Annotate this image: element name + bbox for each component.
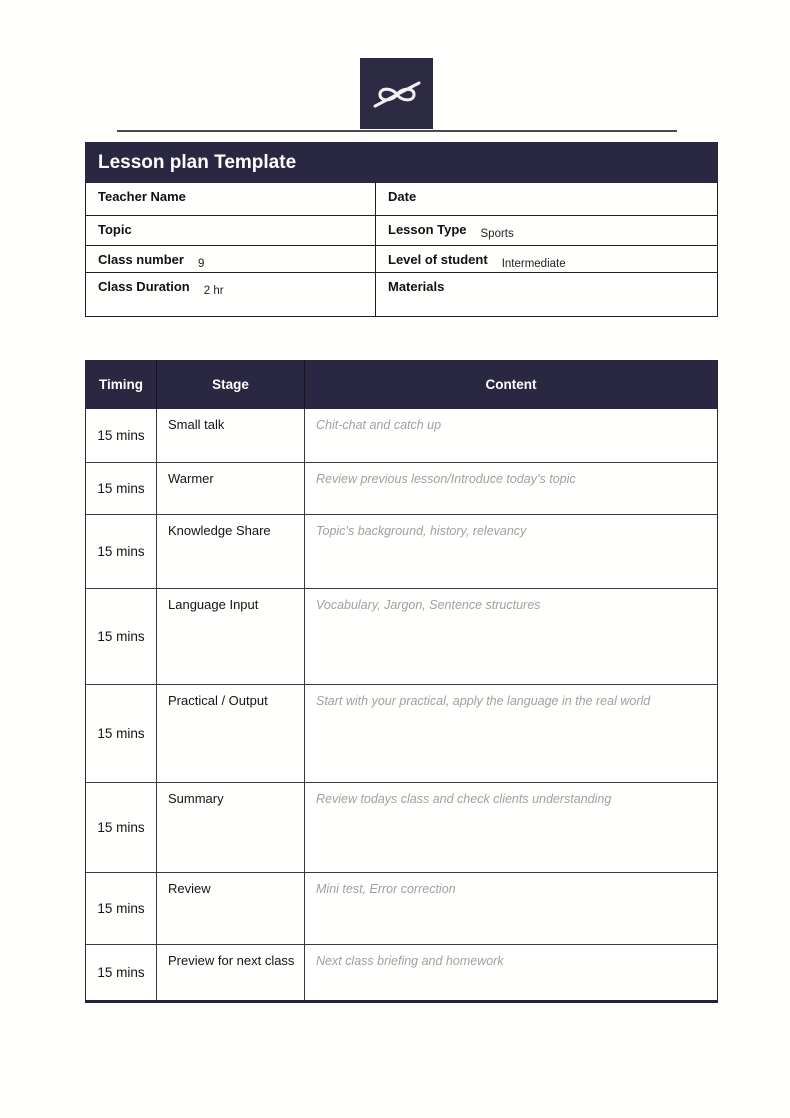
content-cell: Mini test, Error correction bbox=[304, 873, 717, 944]
schedule-body bbox=[86, 409, 717, 1000]
header-cell-timing: Timing bbox=[98, 377, 143, 392]
info-label: Class number bbox=[98, 252, 184, 267]
info-value: Sports bbox=[480, 228, 514, 240]
stage-cell: Language Input bbox=[156, 589, 304, 684]
timing-cell: 15 mins bbox=[97, 428, 145, 443]
info-cell-lesson-type bbox=[376, 216, 717, 245]
stage-cell: Preview for next class bbox=[156, 945, 304, 1000]
lesson-info-table bbox=[85, 183, 718, 317]
info-cell-level-of-student bbox=[376, 246, 717, 272]
info-label: Lesson Type bbox=[388, 222, 467, 237]
info-cell-teacher-name bbox=[86, 183, 376, 215]
info-label: Date bbox=[388, 189, 417, 204]
info-row bbox=[86, 272, 717, 316]
timing-cell: 15 mins bbox=[97, 820, 145, 835]
timing-cell: 15 mins bbox=[97, 544, 145, 559]
info-cell-materials bbox=[376, 273, 717, 316]
header-divider-line bbox=[117, 130, 677, 132]
timing-cell: 15 mins bbox=[97, 965, 145, 980]
info-label: Level of student bbox=[388, 252, 488, 267]
header-cell-stage: Stage bbox=[156, 360, 304, 409]
header-cell-content: Content bbox=[304, 360, 717, 409]
schedule-header-row bbox=[86, 360, 717, 409]
stage-cell: Practical / Output bbox=[156, 685, 304, 782]
info-cell-class-number bbox=[86, 246, 376, 272]
info-label: Materials bbox=[388, 279, 445, 294]
page-title-text: Lesson plan Template bbox=[98, 151, 297, 173]
info-label: Topic bbox=[98, 222, 132, 237]
content-cell: Review todays class and check clients understanding bbox=[304, 783, 717, 872]
info-cell-date bbox=[376, 183, 717, 215]
info-value: 9 bbox=[197, 258, 205, 270]
timing-cell: 15 mins bbox=[97, 901, 145, 916]
timing-cell: 15 mins bbox=[97, 481, 145, 496]
stage-cell: Review bbox=[156, 873, 304, 944]
timing-cell: 15 mins bbox=[97, 726, 145, 741]
stage-cell: Summary bbox=[156, 783, 304, 872]
content-cell: Next class briefing and homework bbox=[304, 945, 717, 1000]
content-cell: Vocabulary, Jargon, Sentence structures bbox=[304, 589, 717, 684]
schedule-row-summary bbox=[86, 782, 717, 872]
schedule-row-practical-output bbox=[86, 684, 717, 782]
info-row bbox=[86, 183, 717, 215]
content-cell: Topic’s background, history, relevancy bbox=[304, 515, 717, 588]
brand-logo bbox=[360, 58, 433, 129]
timing-cell: 15 mins bbox=[97, 629, 145, 644]
info-row bbox=[86, 215, 717, 245]
content-cell: Chit-chat and catch up bbox=[304, 409, 717, 462]
info-cell-topic bbox=[86, 216, 376, 245]
content-cell: Review previous lesson/Introduce today’s topic bbox=[304, 463, 717, 514]
info-cell-class-duration bbox=[86, 273, 376, 316]
schedule-row-review bbox=[86, 872, 717, 944]
schedule-row-language-input bbox=[86, 588, 717, 684]
schedule-row-warmer bbox=[86, 462, 717, 514]
schedule-row-small-talk bbox=[86, 409, 717, 462]
page-title bbox=[85, 142, 718, 183]
schedule-table bbox=[85, 360, 718, 1003]
info-label: Class Duration bbox=[98, 279, 190, 294]
stage-cell: Small talk bbox=[156, 409, 304, 462]
info-value: Intermediate bbox=[501, 258, 566, 270]
stage-cell: Knowledge Share bbox=[156, 515, 304, 588]
schedule-row-preview-for-next-class bbox=[86, 944, 717, 1000]
infinity-knot-icon bbox=[369, 72, 425, 116]
stage-cell: Warmer bbox=[156, 463, 304, 514]
info-value: 2 hr bbox=[203, 285, 224, 297]
schedule-row-knowledge-share bbox=[86, 514, 717, 588]
info-label: Teacher Name bbox=[98, 189, 186, 204]
info-row bbox=[86, 245, 717, 272]
content-cell: Start with your practical, apply the language in the real world bbox=[304, 685, 717, 782]
